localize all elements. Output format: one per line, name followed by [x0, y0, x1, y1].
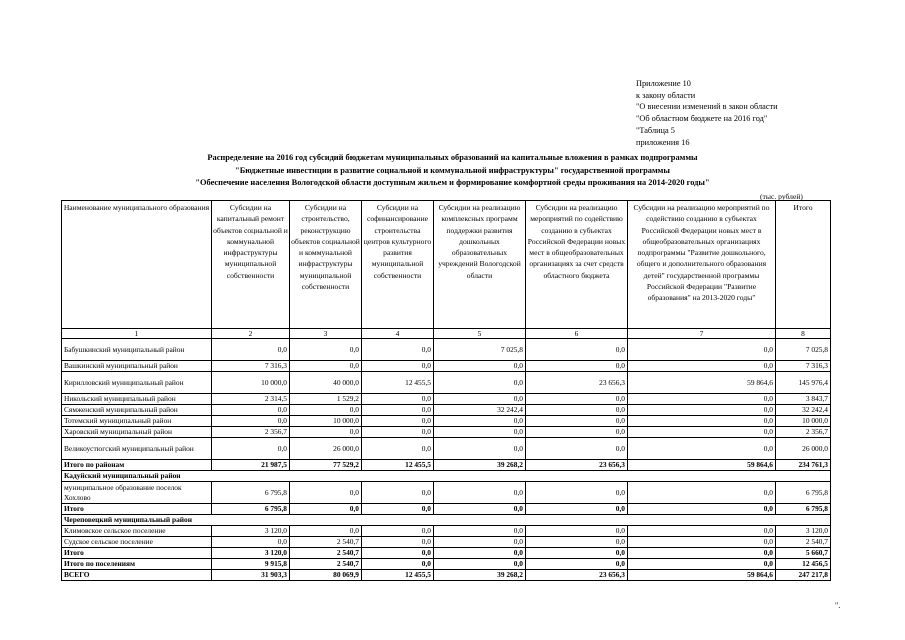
table-cell: 3 120,0	[212, 526, 290, 537]
table-row	[62, 361, 831, 372]
table-cell: 23 656,3	[526, 460, 628, 471]
column-header: Субсидии на реализацию мероприятий по содействию созданию в субъектах Российской Федерации новых мест в общеобразовательных организациях подпрограммы "Развитие дошкольного, общего и дополнительного образования детей" государственной программы Российской Федерации "Развитие образования" на 2013-2020 годы"	[628, 201, 776, 329]
table-row	[62, 482, 831, 504]
appendix-line: Приложение 10	[636, 79, 691, 88]
row-label: Судское сельское поселение	[62, 537, 212, 548]
table-row	[62, 504, 831, 515]
column-number: 7	[628, 329, 776, 339]
table-cell: 3 120,0	[776, 526, 831, 537]
table-cell: 0,0	[628, 339, 776, 361]
table-row	[62, 559, 831, 570]
table-cell: 7 025,8	[434, 339, 526, 361]
table-cell: 0,0	[526, 394, 628, 405]
table-row	[62, 372, 831, 394]
table-cell: 2 356,7	[776, 427, 831, 438]
table-cell: 234 761,3	[776, 460, 831, 471]
table-cell: 0,0	[526, 361, 628, 372]
table-cell: 39 268,2	[434, 570, 526, 581]
table-row	[62, 526, 831, 537]
table-row	[62, 405, 831, 416]
table-row	[62, 537, 831, 548]
table-cell: 0,0	[434, 427, 526, 438]
table-row	[62, 548, 831, 559]
table-cell: 0,0	[628, 559, 776, 570]
table-cell: 80 069,9	[290, 570, 362, 581]
title-line: Распределение на 2016 год субсидий бюджетам муниципальных образований на капитальные вложения в рамках подпрограммы	[207, 153, 698, 162]
table-cell: 145 976,4	[776, 372, 831, 394]
table-cell: 26 000,0	[776, 438, 831, 460]
table-cell: 32 242,4	[434, 405, 526, 416]
table-cell: 3 843,7	[776, 394, 831, 405]
table-cell: 0,0	[362, 438, 434, 460]
table-cell: 2 356,7	[212, 427, 290, 438]
table-cell: 0,0	[290, 482, 362, 504]
appendix-note	[636, 78, 778, 148]
table-row	[62, 339, 831, 361]
column-header: Субсидии на софинансирование строительства центров культурного развития муниципальной собственности	[362, 201, 434, 329]
column-header: Итого	[776, 201, 831, 329]
table-cell: 0,0	[628, 526, 776, 537]
table-row	[62, 427, 831, 438]
table-cell: 12 456,5	[776, 559, 831, 570]
section-header-row	[62, 515, 831, 526]
row-label: Кирилловский муниципальный район	[62, 372, 212, 394]
row-label: Итого	[62, 504, 212, 515]
table-cell: 23 656,3	[526, 570, 628, 581]
table-cell: 0,0	[526, 416, 628, 427]
appendix-line: к закону области	[636, 90, 696, 100]
table-cell: 40 000,0	[290, 372, 362, 394]
table-cell: 0,0	[526, 559, 628, 570]
column-number-row	[62, 329, 831, 339]
row-label: Климовское сельское поселение	[62, 526, 212, 537]
table-row	[62, 570, 831, 581]
table-cell: 0,0	[628, 438, 776, 460]
table-cell: 0,0	[628, 394, 776, 405]
table-cell: 0,0	[434, 372, 526, 394]
row-label: муниципальное образование поселок Хохлово	[62, 482, 212, 504]
table-cell: 1 529,2	[290, 394, 362, 405]
table-cell: 0,0	[628, 537, 776, 548]
row-label: Тотемский муниципальный район	[62, 416, 212, 427]
appendix-line: "О внесении изменений в закон области	[636, 102, 778, 112]
table-cell: 7 316,3	[776, 361, 831, 372]
table-cell: 0,0	[212, 339, 290, 361]
table-cell: 10 000,0	[290, 416, 362, 427]
table-cell: 23 656,3	[526, 372, 628, 394]
table-cell: 6 795,8	[776, 482, 831, 504]
table-cell: 0,0	[362, 427, 434, 438]
row-label: Итого по районам	[62, 460, 212, 471]
table-cell: 0,0	[362, 361, 434, 372]
table-cell: 6 795,8	[212, 482, 290, 504]
table-cell: 0,0	[526, 427, 628, 438]
table-row	[62, 416, 831, 427]
table-cell: 0,0	[362, 548, 434, 559]
table-cell: 10 000,0	[776, 416, 831, 427]
table-cell: 0,0	[362, 394, 434, 405]
table-cell: 0,0	[526, 482, 628, 504]
column-header: Субсидии на реализацию комплексных программ поддержки развития дошкольных образовательных учреждений Вологодской области	[434, 201, 526, 329]
table-cell: 0,0	[628, 427, 776, 438]
table-cell: 7 316,3	[212, 361, 290, 372]
table-cell: 0,0	[362, 482, 434, 504]
table-cell: 39 268,2	[434, 460, 526, 471]
table-cell: 26 000,0	[290, 438, 362, 460]
column-number: 3	[290, 329, 362, 339]
table-cell: 59 864,6	[628, 570, 776, 581]
document-title	[0, 152, 905, 190]
column-header: Субсидии на реализацию мероприятий по содействию созданию в субъектах Российской Федерации новых мест в общеобразовательных организациях за счет средств областного бюджета	[526, 201, 628, 329]
table-cell: 10 000,0	[212, 372, 290, 394]
section-title: Кадуйский муниципальный район	[62, 471, 831, 482]
table-row	[62, 460, 831, 471]
table-cell: 0,0	[628, 405, 776, 416]
table-cell: 0,0	[434, 504, 526, 515]
column-header: Субсидии на капитальный ремонт объектов социальной и коммунальной инфраструктуры муниципальной собственности	[212, 201, 290, 329]
column-number: 1	[62, 329, 212, 339]
table-cell: 0,0	[212, 438, 290, 460]
table-cell: 0,0	[434, 548, 526, 559]
table-cell: 2 314,5	[212, 394, 290, 405]
table-cell: 0,0	[628, 548, 776, 559]
table-cell: 0,0	[362, 526, 434, 537]
table-row	[62, 438, 831, 460]
table-cell: 0,0	[526, 405, 628, 416]
table-cell: 0,0	[212, 416, 290, 427]
table-cell: 0,0	[362, 559, 434, 570]
table-cell: 0,0	[212, 537, 290, 548]
table-cell: 0,0	[434, 416, 526, 427]
table-cell: 12 455,5	[362, 372, 434, 394]
table-cell: 32 242,4	[776, 405, 831, 416]
table-cell: 0,0	[212, 405, 290, 416]
table-cell: 9 915,8	[212, 559, 290, 570]
table-cell: 3 120,0	[212, 548, 290, 559]
table-cell: 0,0	[362, 416, 434, 427]
table-cell: 0,0	[434, 526, 526, 537]
units-label: (тыс. рублей)	[760, 192, 803, 201]
row-label: Бабушкинский муниципальный район	[62, 339, 212, 361]
title-line: "Бюджетные инвестиции в развитие социальной и коммунальной инфраструктуры" государственной программы	[235, 165, 670, 175]
row-label: Итого	[62, 548, 212, 559]
title-line: "Обеспечение населения Вологодской области доступным жильем и формирование комфортной среды проживания на 2014-2020 годы"	[195, 178, 710, 187]
row-label: Великоустюгский муниципальный район	[62, 438, 212, 460]
table-cell: 247 217,8	[776, 570, 831, 581]
table-cell: 0,0	[628, 482, 776, 504]
table-cell: 0,0	[434, 361, 526, 372]
row-label: Итого по поселениям	[62, 559, 212, 570]
row-label: Вашкинский муниципальный район	[62, 361, 212, 372]
subsidy-table	[61, 200, 831, 581]
column-number: 6	[526, 329, 628, 339]
table-cell: 2 540,7	[290, 559, 362, 570]
table-body	[62, 339, 831, 581]
table-cell: 0,0	[290, 526, 362, 537]
column-number: 2	[212, 329, 290, 339]
table-cell: 12 455,5	[362, 460, 434, 471]
table-cell: 77 529,2	[290, 460, 362, 471]
appendix-line: "Таблица 5	[636, 125, 675, 135]
table-cell: 0,0	[434, 537, 526, 548]
column-number: 8	[776, 329, 831, 339]
closing-mark: ".	[835, 601, 841, 610]
table-cell: 0,0	[290, 427, 362, 438]
table-cell: 0,0	[628, 504, 776, 515]
appendix-line: приложения 16	[636, 137, 690, 147]
row-label: ВСЕГО	[62, 570, 212, 581]
row-label: Никольский муниципальный район	[62, 394, 212, 405]
table-cell: 0,0	[434, 394, 526, 405]
column-number: 5	[434, 329, 526, 339]
table-cell: 2 540,7	[290, 537, 362, 548]
row-label: Сямженский муниципальный район	[62, 405, 212, 416]
table-cell: 0,0	[526, 438, 628, 460]
table-cell: 0,0	[628, 361, 776, 372]
table-cell: 6 795,8	[776, 504, 831, 515]
table-cell: 0,0	[526, 548, 628, 559]
table-cell: 7 025,8	[776, 339, 831, 361]
table-cell: 0,0	[290, 504, 362, 515]
table-cell: 0,0	[362, 405, 434, 416]
column-header: Наименование муниципального образования	[62, 201, 212, 329]
table-cell: 12 455,5	[362, 570, 434, 581]
table-cell: 0,0	[434, 438, 526, 460]
table-cell: 0,0	[362, 339, 434, 361]
table-cell: 0,0	[290, 361, 362, 372]
table-cell: 31 903,3	[212, 570, 290, 581]
table-cell: 0,0	[526, 339, 628, 361]
table-cell: 0,0	[628, 416, 776, 427]
table-cell: 59 864,6	[628, 460, 776, 471]
table-cell: 21 987,5	[212, 460, 290, 471]
table-cell: 2 540,7	[290, 548, 362, 559]
table-cell: 6 795,8	[212, 504, 290, 515]
table-cell: 2 540,7	[776, 537, 831, 548]
table-cell: 0,0	[526, 504, 628, 515]
table-cell: 0,0	[526, 526, 628, 537]
table-cell: 0,0	[290, 405, 362, 416]
table-cell: 0,0	[362, 504, 434, 515]
row-label: Харовский муниципальный район	[62, 427, 212, 438]
table-cell: 0,0	[434, 482, 526, 504]
column-header: Субсидии на строительство, реконструкцию объектов социальной и коммунальной инфраструктуры муниципальной собственности	[290, 201, 362, 329]
table-cell: 0,0	[290, 339, 362, 361]
appendix-line: "Об областном бюджете на 2016 год"	[636, 114, 768, 124]
table-cell: 59 864,6	[628, 372, 776, 394]
table-cell: 5 660,7	[776, 548, 831, 559]
table-cell: 0,0	[526, 537, 628, 548]
table-cell: 0,0	[362, 537, 434, 548]
table-row	[62, 394, 831, 405]
column-number: 4	[362, 329, 434, 339]
header-row	[62, 201, 831, 329]
table-cell: 0,0	[434, 559, 526, 570]
section-header-row	[62, 471, 831, 482]
section-title: Череповецкий муниципальный район	[62, 515, 831, 526]
